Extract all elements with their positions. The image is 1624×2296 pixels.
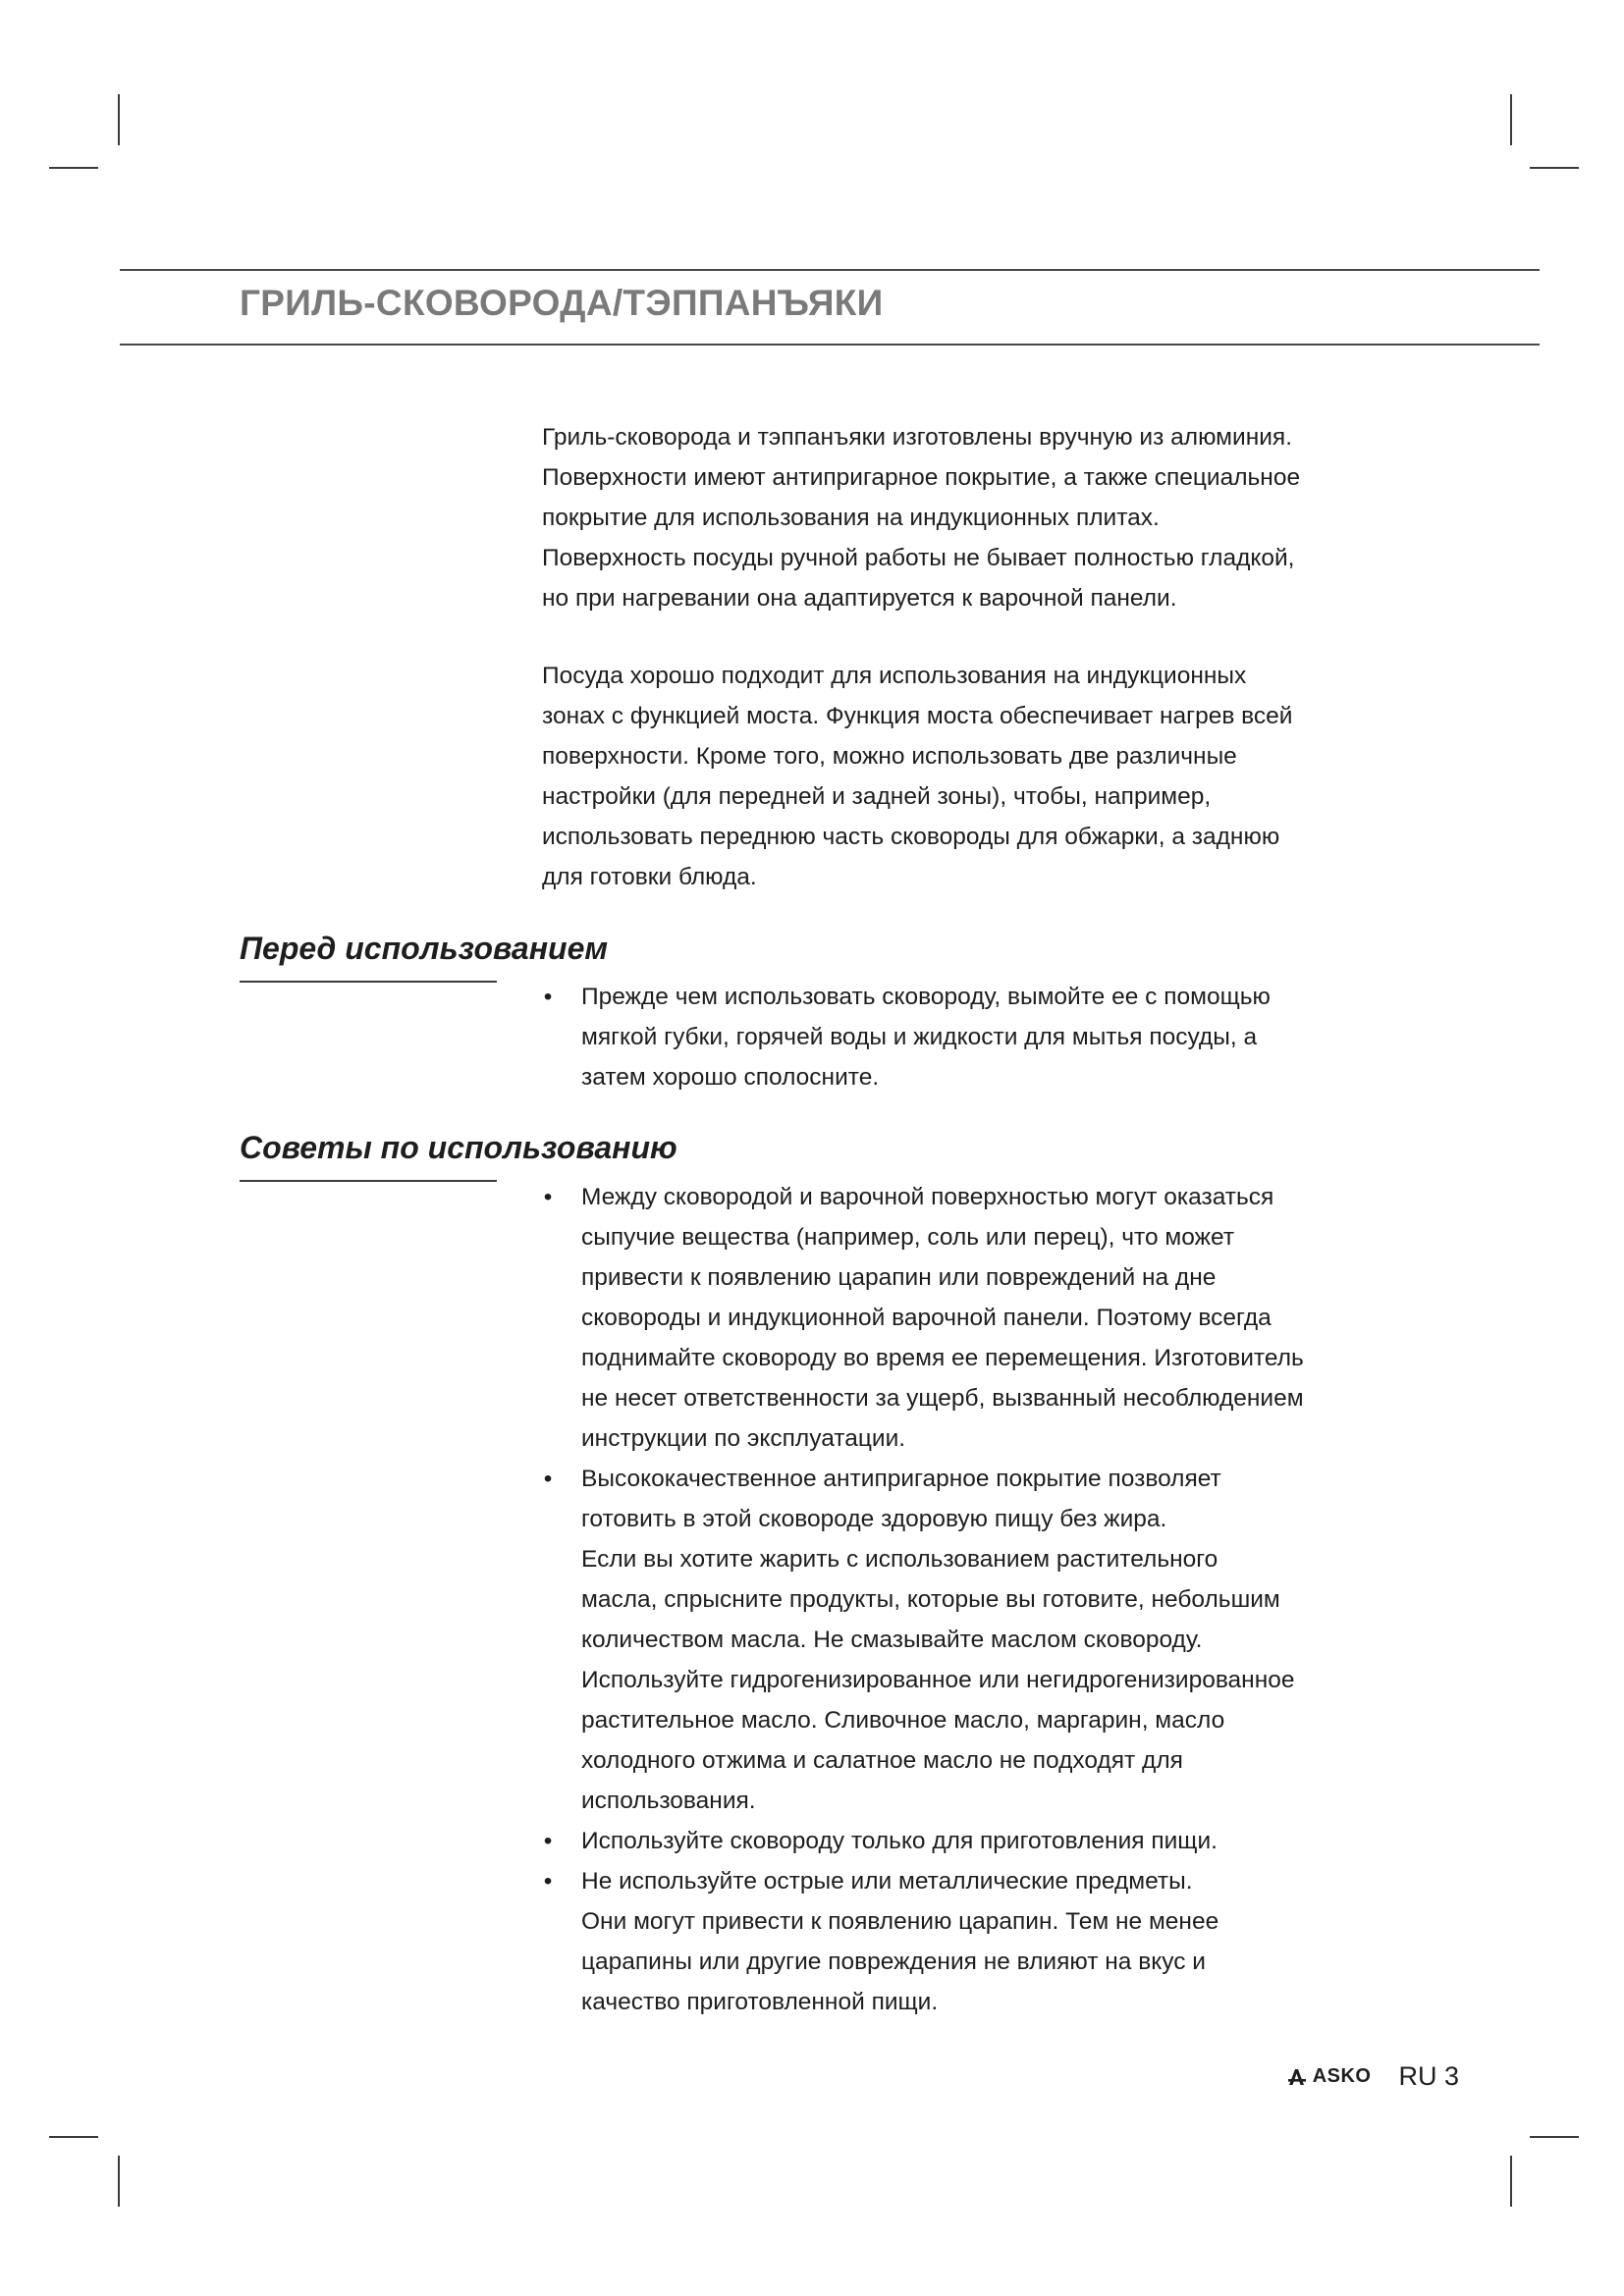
text-line: настройки (для передней и задней зоны), чтобы, например, <box>542 783 1212 810</box>
intro-paragraph-1 <box>542 417 1426 618</box>
text-line: Используйте сковороду только для приготовления пищи. <box>581 1828 1218 1854</box>
text-line: использовать переднюю часть сковороды для обжарки, а заднюю <box>542 824 1280 850</box>
bullet-marker: • <box>543 1184 553 1210</box>
text-line: инструкции по эксплуатации. <box>581 1425 906 1452</box>
list-item <box>538 1177 1422 1459</box>
text-line: Не используйте острые или металлические предметы. <box>581 1868 1193 1895</box>
brand-name: ASKO <box>1312 2065 1372 2087</box>
text-line: качество приготовленной пищи. <box>581 1989 939 2015</box>
text-line: не несет ответственности за ущерб, вызванный несоблюдением <box>581 1385 1304 1412</box>
text-line: Посуда хорошо подходит для использования на индукционных <box>542 663 1247 689</box>
text-line: Поверхности имеют антипригарное покрытие, а также специальное <box>542 464 1301 491</box>
text-line: количеством масла. Не смазывайте маслом сковороду. <box>581 1627 1203 1653</box>
text-line: поднимайте сковороду во время ее перемещения. Изготовитель <box>581 1345 1304 1371</box>
list-item <box>538 1861 1422 2022</box>
text-line: покрытие для использования на индукционных плитах. <box>542 505 1160 531</box>
text-line: Высококачественное антипригарное покрытие позволяет <box>581 1466 1221 1492</box>
bullet-marker: • <box>543 1828 553 1854</box>
list-item <box>538 1821 1422 1861</box>
section-heading-before-use: Перед использованием <box>240 931 609 966</box>
section-heading-usage-tips: Советы по использованию <box>240 1130 677 1165</box>
text-line: Используйте гидрогенизированное или негидрогенизированное <box>581 1667 1295 1693</box>
crop-mark-bottom-right-horizontal <box>1530 2136 1579 2138</box>
text-line: Гриль-сковорода и тэппанъяки изготовлены вручную из алюминия. <box>542 424 1292 451</box>
page-number: RU 3 <box>1398 2061 1459 2091</box>
bullet-list-usage-tips <box>538 1177 1422 2022</box>
text-line: сыпучие вещества (например, соль или перец), что может <box>581 1224 1235 1251</box>
crop-mark-top-right-horizontal <box>1530 167 1579 169</box>
text-line: привести к появлению царапин или повреждений на дне <box>581 1264 1217 1291</box>
text-line: сковороды и индукционной варочной панели. Поэтому всегда <box>581 1305 1272 1331</box>
text-line: готовить в этой сковороде здоровую пищу без жира. <box>581 1506 1167 1532</box>
text-line: но при нагревании она адаптируется к варочной панели. <box>542 585 1177 612</box>
crop-mark-bottom-left-horizontal <box>49 2136 98 2138</box>
text-line: растительное масло. Сливочное масло, маргарин, масло <box>581 1707 1225 1734</box>
bullet-marker: • <box>543 1466 553 1492</box>
text-line: затем хорошо сполосните. <box>581 1064 880 1091</box>
text-line: мягкой губки, горячей воды и жидкости для мытья посуды, а <box>581 1024 1258 1050</box>
title-rule-bottom <box>120 344 1540 346</box>
text-line: Они могут привести к появлению царапин. Тем не менее <box>581 1908 1219 1935</box>
list-item <box>538 1459 1422 1821</box>
text-line: Прежде чем использовать сковороду, вымойте ее с помощью <box>581 984 1271 1010</box>
bullet-marker: • <box>543 984 553 1010</box>
title-rule-top <box>120 269 1540 271</box>
page-footer <box>1287 2061 1459 2092</box>
text-line: для готовки блюда. <box>542 864 757 890</box>
crop-mark-top-left-vertical <box>118 94 120 145</box>
text-line: зонах с функцией моста. Функция моста обеспечивает нагрев всей <box>542 703 1293 729</box>
page-title: ГРИЛЬ-СКОВОРОДА/ТЭППАНЪЯКИ <box>240 283 884 323</box>
crop-mark-top-left-horizontal <box>49 167 98 169</box>
section-underline <box>240 1180 497 1182</box>
bullet-marker: • <box>543 1868 553 1895</box>
text-line: Поверхность посуды ручной работы не бывает полностью гладкой, <box>542 545 1295 571</box>
text-line: холодного отжима и салатное масло не подходят для <box>581 1747 1183 1774</box>
text-line: использования. <box>581 1788 756 1814</box>
crop-mark-bottom-right-vertical <box>1510 2156 1512 2207</box>
text-line: масла, спрысните продукты, которые вы готовите, небольшим <box>581 1586 1280 1613</box>
text-line: царапины или другие повреждения не влияют на вкус и <box>581 1949 1206 1975</box>
list-item <box>538 977 1422 1097</box>
section-underline <box>240 981 497 983</box>
asko-logo-icon <box>1287 2068 1307 2086</box>
text-line: поверхности. Кроме того, можно использовать две различные <box>542 743 1237 770</box>
intro-paragraph-2 <box>542 656 1426 897</box>
bullet-list-before-use <box>538 977 1422 1097</box>
crop-mark-bottom-left-vertical <box>118 2156 120 2207</box>
text-line: Если вы хотите жарить с использованием растительного <box>581 1546 1218 1573</box>
text-line: Между сковородой и варочной поверхностью могут оказаться <box>581 1184 1274 1210</box>
crop-mark-top-right-vertical <box>1510 94 1512 145</box>
brand-logo <box>1287 2065 1372 2088</box>
